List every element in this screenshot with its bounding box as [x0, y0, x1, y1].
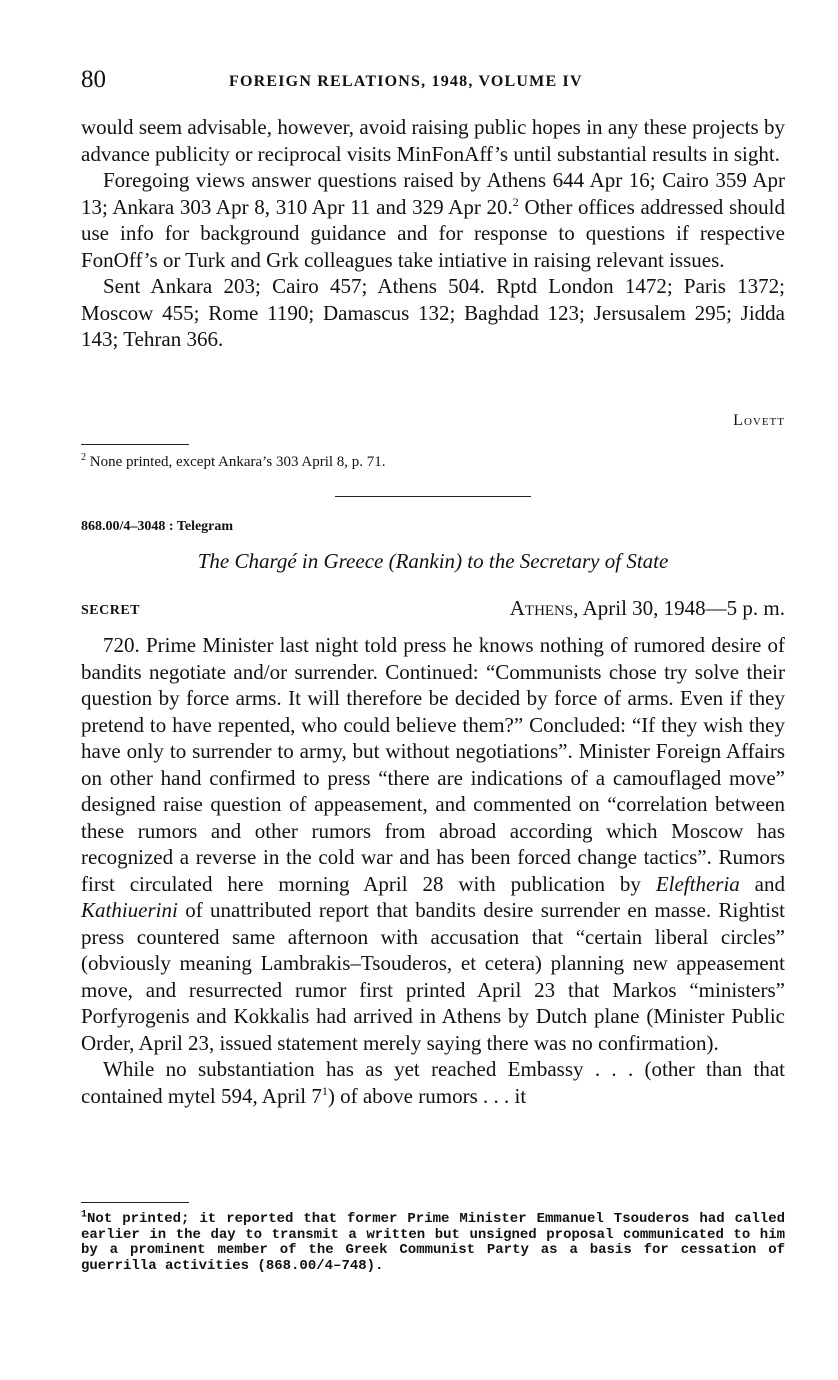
signature: Lovett — [733, 412, 785, 429]
paragraph-text: 720. Prime Minister last night told press he knows nothing of rumored desire of bandits negotiate and/or surrender. Continued: “Communists chose try solve their question by force arms. It will therefore be decided by force of arms. Even if they pretend to have repented, who could believe them?” Concluded: “If they wish they have only to surrender to army, but without negotiations”. Minister Foreign Affairs on other hand confirmed to press “there are indications of a camouflaged move” designed raise question of appeasement, and commented on “correlation between these rumors and other rumors from abroad according which Moscow has recognized a reverse in the cold war and has been forced change tactics”. Rumors first circulated here morning April 28 with publication by — [81, 633, 785, 896]
running-title: FOREIGN RELATIONS, 1948, VOLUME IV — [229, 73, 583, 90]
footnote-2 — [81, 452, 785, 472]
running-head — [81, 66, 785, 96]
dateline — [510, 596, 785, 621]
footnote-1 — [81, 1209, 785, 1274]
first-section-body — [81, 114, 785, 353]
footnote-marker: 1 — [81, 1209, 88, 1221]
footnote-marker: 2 — [81, 452, 86, 463]
telegram-body — [81, 632, 785, 1109]
title-name: Rankin — [395, 549, 456, 573]
title-prefix: The Chargé in Greece ( — [197, 549, 396, 573]
paragraph-720 — [81, 632, 785, 1056]
footnote-rule — [81, 444, 189, 445]
newspaper-name: Kathiuerini — [81, 898, 178, 922]
page-number: 80 — [81, 66, 106, 93]
paragraph-text: ) of above rumors . . . it — [327, 1083, 527, 1108]
paragraph-text: While no substantiation has as yet reached Embassy . . . (other than that contained mytel 594, April 7 — [81, 1057, 785, 1108]
document-file-number: 868.00/4–3048 : Telegram — [81, 519, 234, 534]
paragraph-text: of unattributed report that bandits desire surrender en masse. Rightist press countered same afternoon with accusation that “certain liberal circles” (obviously meaning Lambrakis–Tsouderos, et cetera) planning new appeasement move, and resurrected rumor first printed April 23 that Markos “ministers” Porfyrogenis and Kokkalis had arrived in Athens by Dutch plane (Minister Public Order, April 23, issued statement merely saying there was no confirmation). — [81, 898, 785, 1055]
title-suffix: ) to the Secretary of State — [455, 549, 669, 573]
dateline-date: , April 30, 1948—5 p. m. — [573, 596, 785, 620]
newspaper-name: Eleftheria — [655, 871, 740, 896]
paragraph-distribution: Sent Ankara 203; Cairo 457; Athens 504. Rptd London 1472; Paris 1372; Moscow 455; Rome 1190; Damascus 132; Baghdad 123; Jersusalem 295; Jidda 143; Tehran 366. — [81, 274, 785, 351]
paragraph-foregoing-views — [81, 167, 785, 273]
footnote-ref-2: 2 — [512, 194, 519, 209]
dateline-place: Athens — [509, 596, 574, 620]
paragraph-text: and — [739, 871, 785, 896]
paragraph-continuation: would seem advisable, however, avoid raising public hopes in any these projects by advance publicity or reciprocal visits MinFonAff’s until substantial results in sight. — [81, 115, 785, 166]
paragraph-substantiation — [81, 1056, 785, 1109]
footnote-text: Not printed; it reported that former Prime Minister Emmanuel Tsouderos had called earlier in the day to transmit a written but unsigned proposal communicated to him by a prominent member of the Greek Communist Party as a basis for cessation of guerrilla activities (868.00/4–748). — [81, 1211, 785, 1274]
classification: SECRET — [81, 603, 141, 618]
section-divider — [335, 496, 531, 497]
footnote-ref-1: 1 — [321, 1083, 328, 1098]
paragraph-text: Foregoing views answer questions raised by Athens 644 Apr 16; Cairo 359 Apr 13; Ankara 303 Apr 8, 310 Apr 11 and 329 Apr 20. — [81, 168, 785, 219]
footnote-rule — [81, 1202, 189, 1203]
document-title — [81, 549, 785, 574]
paragraph-text: Other offices addressed should use info for background guidance and for response to questions if respective FonOff’s or Turk and Grk colleagues take intiative in raising relevant issues. — [81, 194, 785, 272]
footnote-text: None printed, except Ankara’s 303 April 8, p. 71. — [89, 454, 386, 470]
